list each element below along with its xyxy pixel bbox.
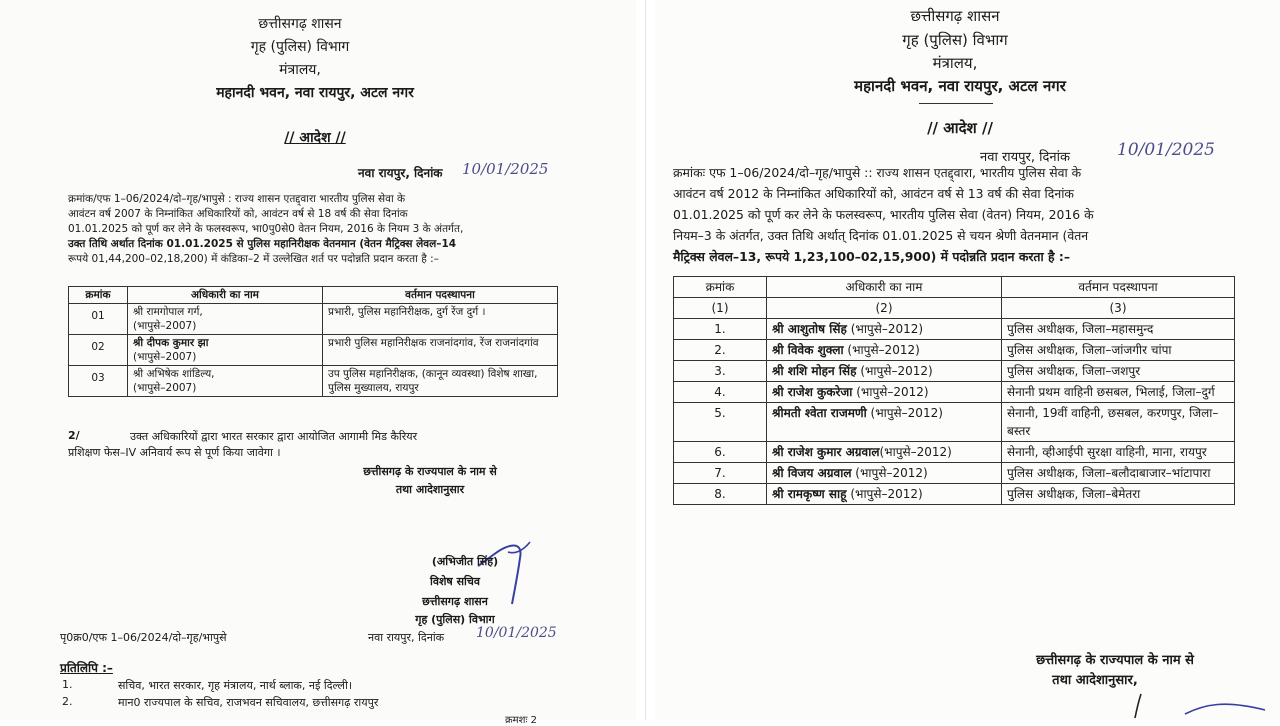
- para-line: क्रमांकः एफ 1–06/2024/दो–गृह/भापुसे :: राज्य शासन एतद्द्वारा, भारतीय पुलिस सेवा के: [673, 165, 1082, 180]
- left-order-document: [0, 0, 636, 726]
- cell-serial: 3.: [674, 361, 767, 382]
- para-line: नियम–3 के अंतर्गत, उक्त तिथि अर्थात् दिनांक 01.01.2025 से चयन श्रेणी वेतनमान (वेतन: [673, 228, 1089, 243]
- cell-serial: 7.: [674, 463, 767, 484]
- table-row: [674, 442, 1235, 463]
- cell-name: श्रीमती श्वेता राजमणी (भापुसे–2012): [767, 403, 1002, 442]
- col-header-serial: क्रमांक: [69, 287, 128, 304]
- endorsement-handwritten-date: 10/01/2025: [476, 625, 557, 641]
- table-row: [674, 484, 1235, 505]
- copy-item-text: मान0 राज्यपाल के सचिव, राजभवन सचिवालय, छत्तीसगढ़ रायपुर: [118, 696, 379, 709]
- order-paragraph: [673, 162, 1094, 267]
- header-line-1: छत्तीसगढ़ शासन: [910, 7, 1000, 25]
- header-line-4: महानदी भवन, नवा रायपुर, अटल नगर: [854, 77, 1066, 95]
- cell-name: श्री दीपक कुमार झा (भापुसे–2007): [128, 335, 323, 366]
- governor-line-2: तथा आदेशानुसार: [395, 483, 465, 496]
- table-row: [69, 335, 558, 366]
- para-line: 01.01.2025 को पूर्ण कर लेने के फलस्वरूप, भा0पु0से0 वेतन नियम, 2016 के नियम 3 के अंतर्गत,: [68, 223, 464, 235]
- para2-line-1: उक्त अधिकारियों द्वारा भारत सरकार द्वारा आयोजित आगामी मिड कैरियर: [130, 430, 418, 443]
- para-line: उक्त तिथि अर्थात दिनांक 01.01.2025 से पुलिस महानिरीक्षक वेतनमान (वेतन मैट्रिक्स लेवल–14: [68, 238, 457, 250]
- col-header-name: अधिकारी का नाम: [128, 287, 323, 304]
- signatory-name: (अभिजीत सिंह): [431, 555, 499, 568]
- header-line-3: मंत्रालय,: [932, 54, 978, 72]
- col-index: (3): [1002, 298, 1235, 319]
- cell-posting: प्रभारी पुलिस महानिरीक्षक राजनांदगांव, रेंज राजनांदगांव: [323, 335, 558, 366]
- header-rule: [919, 103, 993, 104]
- table-row: [674, 403, 1235, 442]
- copy-item-number: 1.: [62, 678, 73, 691]
- endorsement-place-date: नवा रायपुर, दिनांक: [368, 631, 445, 644]
- cell-serial: 1.: [674, 319, 767, 340]
- panel-divider: [645, 0, 646, 720]
- cell-name: श्री आशुतोष सिंह (भापुसे–2012): [767, 319, 1002, 340]
- cell-posting: पुलिस अधीक्षक, जिला–बलौदाबाजार–भांटापारा: [1002, 463, 1235, 484]
- cell-serial: 03: [69, 366, 128, 397]
- cell-posting: प्रभारी, पुलिस महानिरीक्षक, दुर्ग रेंज दुर्ग ।: [323, 304, 558, 335]
- para-line: 01.01.2025 को पूर्ण कर लेने के फलस्वरूप, भारतीय पुलिस सेवा (वेतन) नियम, 2016 के: [673, 207, 1094, 222]
- col-index: (2): [767, 298, 1002, 319]
- header-line-1: छत्तीसगढ़ शासन: [258, 16, 342, 32]
- signatory-designation: विशेष सचिव: [429, 575, 481, 588]
- table-header-row: [674, 277, 1235, 298]
- order-title: // आदेश //: [927, 119, 993, 137]
- cell-name: श्री राजेश कुमार अग्रवाल(भापुसे–2012): [767, 442, 1002, 463]
- table-row: [674, 463, 1235, 484]
- place-date-label: नवा रायपुर, दिनांक: [358, 166, 443, 180]
- place-date-label: नवा रायपुर, दिनांक: [980, 150, 1070, 165]
- header-line-2: गृह (पुलिस) विभाग: [250, 39, 350, 55]
- endorsement-number: पृ0क्र0/एफ 1–06/2024/दो–गृह/भापुसे: [60, 631, 227, 644]
- para2-number: 2/: [68, 429, 80, 442]
- signatory-office: छत्तीसगढ़ शासन: [422, 595, 488, 608]
- col-index: (1): [674, 298, 767, 319]
- cell-posting: पुलिस अधीक्षक, जिला–जांजगीर चांपा: [1002, 340, 1235, 361]
- cell-posting: पुलिस अधीक्षक, जिला–बेमेतरा: [1002, 484, 1235, 505]
- cell-name: श्री रामगोपाल गर्ग, (भापुसे–2007): [128, 304, 323, 335]
- table-header-row: [69, 287, 558, 304]
- table-subheader-row: [674, 298, 1235, 319]
- signature-mark: [1125, 690, 1275, 720]
- cell-name: श्री शशि मोहन सिंह (भापुसे–2012): [767, 361, 1002, 382]
- cell-name: श्री राजेश कुकरेजा (भापुसे–2012): [767, 382, 1002, 403]
- governor-line-1: छत्तीसगढ़ के राज्यपाल के नाम से: [1036, 653, 1194, 668]
- table-row: [69, 366, 558, 397]
- cell-posting: सेनानी प्रथम वाहिनी छसबल, भिलाई, जिला–दुर्ग: [1002, 382, 1235, 403]
- header-line-4: महानदी भवन, नवा रायपुर, अटल नगर: [216, 85, 414, 101]
- cell-name: श्री अभिषेक शांडिल्य, (भापुसे–2007): [128, 366, 323, 397]
- signatory-department: गृह (पुलिस) विभाग: [415, 613, 495, 626]
- cell-posting: उप पुलिस महानिरीक्षक, (कानून व्यवस्था) विशेष शाखा, पुलिस मुख्यालय, रायपुर: [323, 366, 558, 397]
- para-line: आवंटन वर्ष 2007 के निम्नांकित अधिकारियों को, आवंटन वर्ष से 18 वर्ष की सेवा दिनांक: [68, 208, 408, 220]
- col-header-name: अधिकारी का नाम: [767, 277, 1002, 298]
- cell-name: श्री विवेक शुक्ला (भापुसे–2012): [767, 340, 1002, 361]
- cell-posting: पुलिस अधीक्षक, जिला–जशपुर: [1002, 361, 1235, 382]
- copy-heading: प्रतिलिपि :–: [60, 661, 113, 675]
- table-row: [674, 340, 1235, 361]
- table-row: [674, 382, 1235, 403]
- order-title: // आदेश //: [284, 130, 346, 146]
- order-paragraph: [68, 192, 463, 267]
- para-line: आवंटन वर्ष 2012 के निम्नांकित अधिकारियों को, आवंटन वर्ष से 13 वर्ष की सेवा दिनांक: [673, 186, 1074, 201]
- cell-name: श्री विजय अग्रवाल (भापुसे–2012): [767, 463, 1002, 484]
- copy-item-text: सचिव, भारत सरकार, गृह मंत्रालय, नार्थ ब्लाक, नई दिल्ली।: [118, 679, 352, 692]
- cell-name: श्री रामकृष्ण साहू (भापुसे–2012): [767, 484, 1002, 505]
- cell-serial: 5.: [674, 403, 767, 442]
- col-header-posting: वर्तमान पदस्थापना: [1002, 277, 1235, 298]
- cell-serial: 01: [69, 304, 128, 335]
- table-row: [674, 361, 1235, 382]
- table-row: [674, 319, 1235, 340]
- col-header-serial: क्रमांक: [674, 277, 767, 298]
- right-order-document: [655, 0, 1280, 720]
- table-row: [69, 304, 558, 335]
- officers-table: [673, 276, 1235, 505]
- col-header-posting: वर्तमान पदस्थापना: [323, 287, 558, 304]
- governor-line-1: छत्तीसगढ़ के राज्यपाल के नाम से: [363, 465, 497, 478]
- handwritten-date: 10/01/2025: [1117, 140, 1215, 160]
- cell-posting: सेनानी, 19वीं वाहिनी, छसबल, करणपुर, जिला–बस्तर: [1002, 403, 1235, 442]
- page-continuation: क्रमशः 2: [505, 715, 538, 726]
- cell-posting: पुलिस अधीक्षक, जिला–महासमुन्द: [1002, 319, 1235, 340]
- handwritten-date: 10/01/2025: [462, 160, 549, 178]
- cell-serial: 8.: [674, 484, 767, 505]
- para-line: क्रमांक/एफ 1–06/2024/दो–गृह/भापुसे : राज्य शासन एतद्द्वारा भारतीय पुलिस सेवा के: [68, 193, 406, 205]
- officers-table: [68, 286, 558, 397]
- para-line: रूपये 01,44,200–02,18,200) में कंडिका–2 में उल्लेखित शर्त पर पदोन्नति प्रदान करता है :–: [68, 253, 439, 265]
- header-line-2: गृह (पुलिस) विभाग: [902, 31, 1008, 49]
- para2-line-2: प्रशिक्षण फेस–IV अनिवार्य रूप से पूर्ण किया जावेगा ।: [68, 446, 281, 459]
- cell-serial: 2.: [674, 340, 767, 361]
- cell-posting: सेनानी, व्हीआईपी सुरक्षा वाहिनी, माना, रायपुर: [1002, 442, 1235, 463]
- governor-line-2: तथा आदेशानुसार,: [1052, 673, 1138, 688]
- cell-serial: 4.: [674, 382, 767, 403]
- para-line: मैट्रिक्स लेवल–13, रूपये 1,23,100–02,15,900) में पदोन्नति प्रदान करता है :–: [673, 249, 1071, 264]
- cell-serial: 6.: [674, 442, 767, 463]
- header-line-3: मंत्रालय,: [279, 62, 321, 78]
- cell-serial: 02: [69, 335, 128, 366]
- copy-item-number: 2.: [62, 695, 73, 708]
